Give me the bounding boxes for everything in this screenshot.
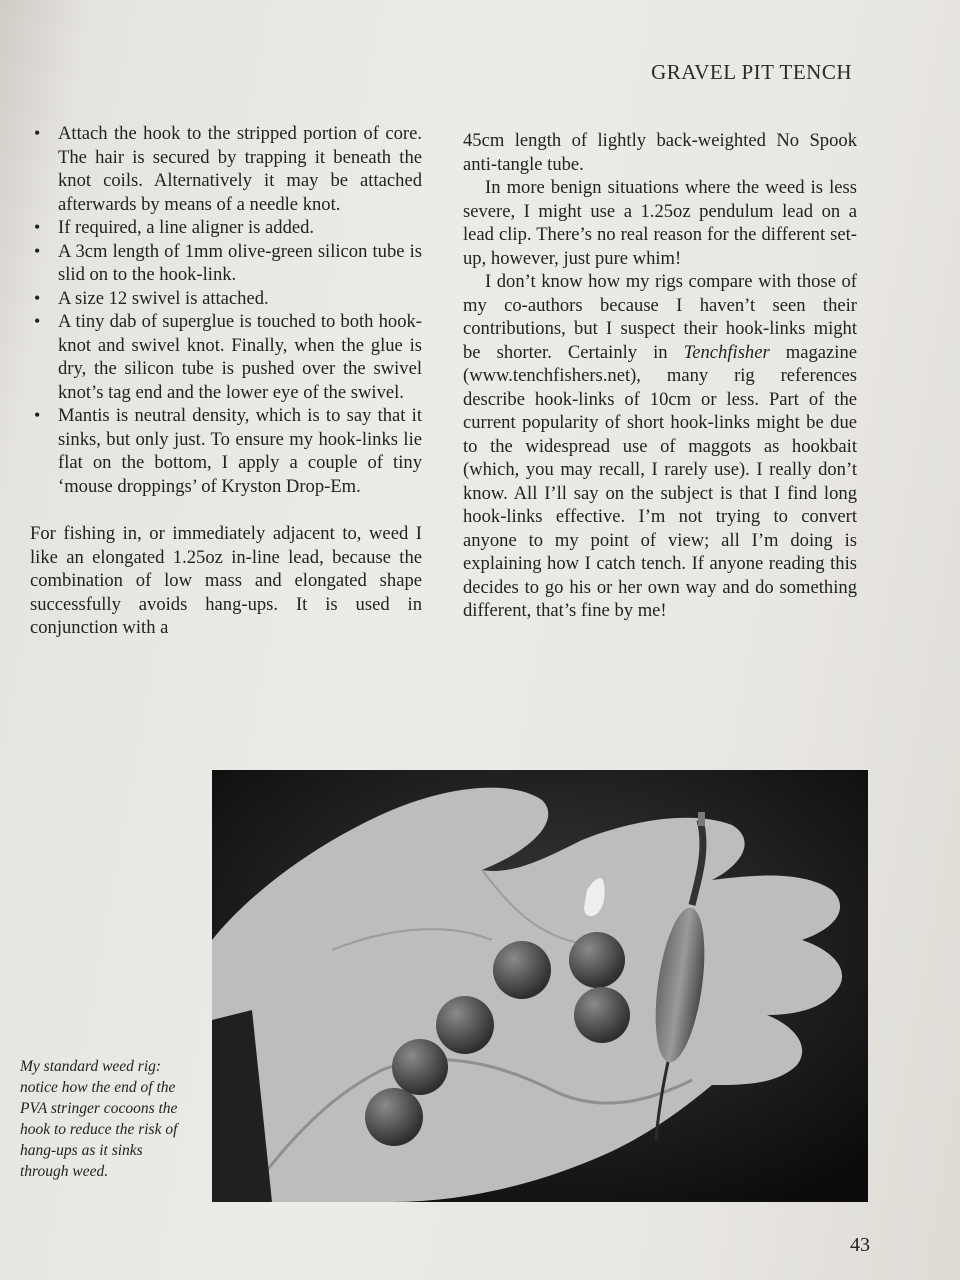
left-column — [30, 122, 422, 640]
list-item: • A 3cm length of 1mm olive-green silicon tube is slid on to the hook-link. — [34, 240, 422, 285]
list-item: • A size 12 swivel is attached. — [34, 287, 269, 309]
body-paragraph: 45cm length of lightly back-weighted No Spook anti-tangle tube. — [463, 130, 857, 175]
list-item: • Mantis is neutral density, which is to say that it sinks, but only just. To ensure my hook-links lie flat on the bottom, I apply a couple of tiny ‘mouse droppings’ of Kryston Drop-Em. — [34, 405, 422, 497]
page-number: 43 — [850, 1234, 870, 1256]
magazine-title: Tenchfisher — [683, 341, 770, 363]
rig-steps-list — [30, 122, 422, 498]
body-paragraph: I don’t know how my rigs compare with those of my co-authors because I haven’t seen their contributions, but I suspect their hook-links might be shorter. Certainly in Tenchfisher magazine (www.tenchfishers.net), many rig references describe hook-links of 10cm or less. Part of the current popularity of short hook-links might be due to the widespread use of maggots as hookbait (which, you may recall, I rarely use). I really don’t know. All I’ll say on the subject is that I find long hook-links effective. I’m not trying to convert anyone to my point of view; all I’m doing is explaining how I catch tench. If anyone reading this decides to go his or her own way and do something different, that’s fine by me! — [463, 271, 857, 621]
running-head: GRAVEL PIT TENCH — [651, 60, 852, 84]
list-item: • A tiny dab of superglue is touched to both hook-knot and swivel knot. Finally, when the glue is dry, the silicon tube is pushed over the swivel knot’s tag end and the lower eye of the swivel. — [34, 311, 422, 403]
right-column — [463, 129, 857, 623]
rig-photo — [212, 770, 868, 1202]
list-item: • Attach the hook to the stripped portion of core. The hair is secured by trapping it beneath the knot coils. Alternatively it may be attached afterwards by means of a needle knot. — [34, 123, 422, 215]
photo-caption: My standard weed rig: notice how the end of the PVA stringer cocoons the hook to reduce the risk of hang-ups as it sinks through weed. — [20, 1058, 178, 1180]
list-item: • If required, a line aligner is added. — [34, 217, 315, 238]
body-paragraph: For fishing in, or immediately adjacent to, weed I like an elongated 1.25oz in-line lead, because the combination of low mass and elongated shape successfully avoids hang-ups. It is used in conjunction with a — [30, 523, 422, 638]
hand-holding-rig-illustration — [212, 770, 868, 1202]
body-paragraph: In more benign situations where the weed is less severe, I might use a 1.25oz pendulum lead on a lead clip. There’s no real reason for the different set-up, however, just pure whim! — [463, 177, 857, 269]
